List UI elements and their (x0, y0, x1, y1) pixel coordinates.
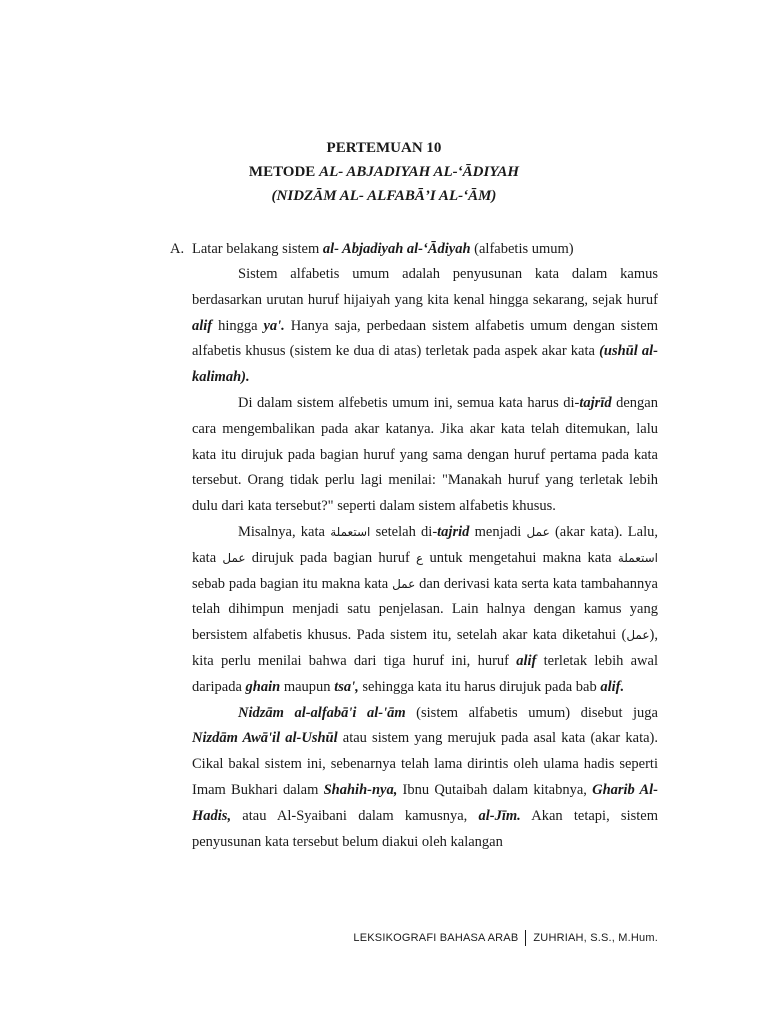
p4-term-awail: Nizdām Awā'il al-Ushūl (192, 730, 338, 747)
p1-text-3: Hanya saja, perbedaan sistem alfabetis umum dengan sistem alfabetis khusus (sistem ke dua di atas) terletak pada aspek akar kata (192, 317, 658, 360)
method-title (0, 160, 768, 184)
method-subtitle (0, 184, 768, 208)
p1-text-2: hingga (212, 317, 264, 334)
p3-term-tsa: tsa', (334, 678, 359, 695)
section-text-a: Latar belakang sistem (192, 241, 323, 257)
p3-text-3: menjadi (469, 523, 527, 540)
meeting-title: PERTEMUAN 10 (326, 140, 442, 156)
p4-text-1: (sistem alfabetis umum) disebut juga (405, 704, 658, 721)
section-letter: A. (170, 241, 185, 257)
page-footer (353, 930, 658, 946)
paragraph-2 (192, 391, 658, 520)
p3-text-7: sebab pada bagian itu makna kata (192, 575, 393, 592)
section-text-b: (alfabetis umum) (470, 241, 574, 257)
title-block (0, 136, 768, 208)
method-title-prefix: METODE (248, 164, 320, 180)
p3-text-8: dan derivasi kata serta kata tambahannya telah dihimpun menjadi satu penjelasan. Lain halnya dengan kamus yang bersistem alfabetis khusus. Pada sistem itu, setelah akar kata diketahui ( (192, 575, 658, 644)
p1-text-1: Sistem alfabetis umum adalah penyusunan kata dalam kamus berdasarkan urutan huruf hijaiyah yang kita kenal hingga sekarang, sejak huruf (192, 266, 658, 308)
p3-arabic-amila-4: عمل (626, 628, 650, 643)
p4-text-5: Akan tetapi, sistem penyusunan kata tersebut belum diakui oleh kalangan (192, 807, 658, 850)
p3-text-10: terletak lebih awal daripada (192, 652, 658, 695)
p3-text-1: Misalnya, kata (238, 523, 331, 540)
p4-book-shahih: Shahih-nya, (323, 781, 398, 798)
p3-arabic-ain: ع (416, 550, 424, 565)
p4-book-gharib: Gharib Al-Hadis, (192, 781, 658, 824)
p2-term-tajrid: tajrīd (579, 394, 612, 411)
p3-text-6: untuk mengetahui makna kata (423, 549, 618, 566)
p3-text-4: (akar kata). Lalu, kata (192, 523, 658, 566)
p3-term-alif-2: alif. (600, 678, 625, 695)
p2-text-2: dengan cara mengembalikan pada akar katanya. Jika akar kata telah ditemukan, lalu kata itu dirujuk pada bagian huruf yang sama dengan huruf pertama pada kata tersebut. Orang tidak perlu lagi menilai: "Manakah huruf yang terletak lebih dulu dari kata tersebut?" seperti dalam sistem alfabetis khusus. (192, 394, 658, 515)
p3-term-alif: alif (516, 652, 537, 669)
p4-text-2: atau sistem yang merujuk pada asal kata (akar kata). Cikal bakal sistem ini, sebenarnya telah lama dirintis oleh ulama hadis seperti Imam Bukhari dalam (192, 730, 658, 798)
footer-divider (525, 930, 526, 946)
p3-arabic-istimala-2: استعملة (617, 550, 658, 565)
p4-term-nidzam: Nidzām al-alfabā'i al-'ām (238, 704, 406, 721)
p3-text-9: ), kita perlu menilai bahwa dari tiga huruf ini, huruf (192, 627, 658, 669)
method-subtitle-italic: (NIDZĀM AL- ALFABĀ’I AL-‘ĀM) (271, 188, 497, 204)
p3-term-ghain: ghain (245, 678, 281, 695)
p3-term-tajrid: tajrid (437, 523, 470, 540)
p3-arabic-amila-2: عمل (222, 550, 246, 565)
p3-text-5: dirujuk pada bagian huruf (245, 549, 417, 566)
p3-arabic-amila: عمل (526, 524, 550, 539)
p4-text-3: Ibnu Qutaibah dalam kitabnya, (397, 781, 593, 798)
p1-term-alif: alif (192, 317, 213, 334)
p4-text-4: atau Al-Syaibani dalam kamusnya, (231, 807, 479, 824)
p1-term-ushul: (ushūl al-kalimah). (192, 343, 658, 386)
p1-term-ya: ya'. (263, 317, 285, 334)
p3-arabic-amila-3: عمل (392, 576, 416, 591)
body-text (192, 262, 658, 855)
footer-author: ZUHRIAH, S.S., M.Hum. (533, 932, 658, 944)
p3-arabic-istimala: استعملة (330, 524, 371, 539)
section-term: al- Abjadiyah al-‘Ādiyah (322, 241, 471, 257)
p3-text-11: maupun (280, 678, 335, 695)
footer-course: LEKSIKOGRAFI BAHASA ARAB (353, 932, 519, 944)
p3-text-2: setelah di- (370, 523, 438, 540)
method-title-italic: AL- ABJADIYAH AL-‘ĀDIYAH (319, 164, 520, 180)
paragraph-4 (192, 701, 658, 856)
section-heading (170, 237, 574, 261)
p2-text-1: Di dalam sistem alfebetis umum ini, semua kata harus di- (238, 394, 580, 411)
paragraph-3 (192, 520, 658, 701)
p4-book-jim: al-Jīm. (478, 807, 521, 824)
paragraph-1 (192, 262, 658, 391)
p3-text-12: sehingga kata itu harus dirujuk pada bab (358, 678, 601, 695)
